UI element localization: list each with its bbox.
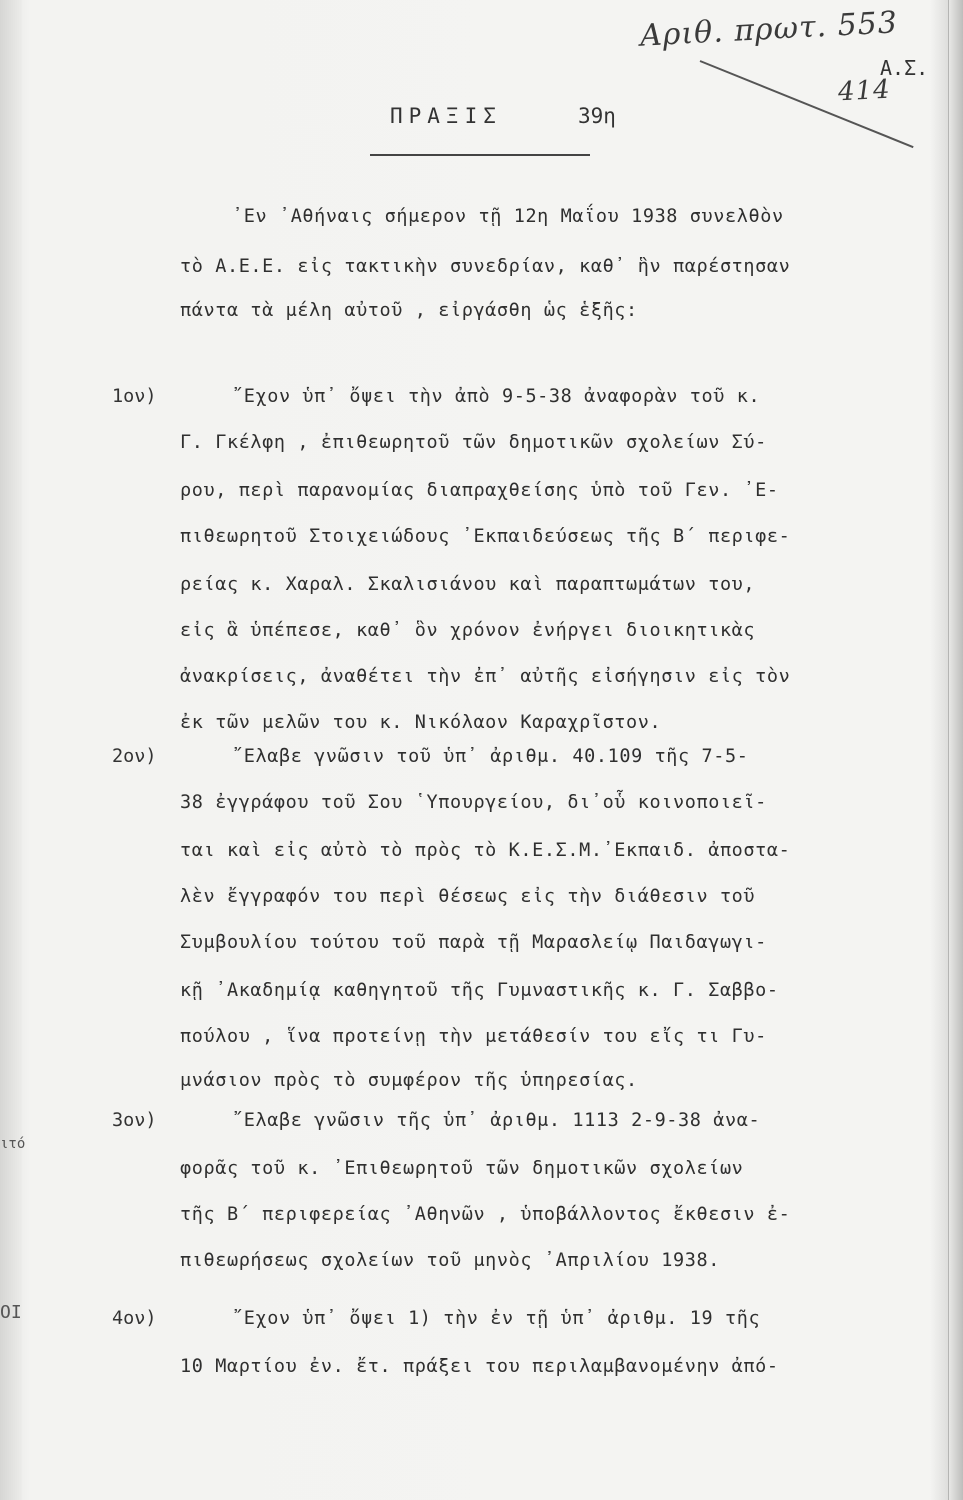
item-label: 4ον) [112,1308,157,1329]
item-line: ῎Ελαβε γνῶσιν τοῦ ὑπ᾿ ἀριθμ. 40.109 τῆς 7-5- [232,746,749,767]
document-title: ΠΡΑΞΙΣ [390,104,502,128]
binding-shadow [0,0,22,1500]
item-line: τῆς Β´ περιφερείας ᾿Αθηνῶν , ὑποβάλλοντος ἔκθεσιν ἐ- [180,1204,791,1225]
item-line: Συμβουλίου τούτου τοῦ παρὰ τῇ Μαρασλείῳ Παιδαγωγι- [180,932,767,953]
item-line: πιθεωρήσεως σχολείων τοῦ μηνὸς ᾿Απριλίου 1938. [180,1250,720,1271]
intro-line: τὸ Α.Ε.Ε. εἰς τακτικὴν συνεδρίαν, καθ᾿ ἣν παρέστησαν [180,256,791,277]
item-line: μνάσιον πρὸς τὸ συμφέρον τῆς ὑπηρεσίας. [180,1070,638,1091]
item-line: Γ. Γκέλφη , ἐπιθεωρητοῦ τῶν δημοτικῶν σχολείων Σύ- [180,432,767,453]
item-line: εἰς ἃ ὑπέπεσε, καθ᾿ ὃν χρόνον ἐνήργει διοικητικὰς [180,620,756,641]
intro-line: πάντα τὰ μέλη αὐτοῦ , εἰργάσθη ὡς ἑξῆς: [180,300,638,321]
signature-initials: Α.Σ. [880,56,929,80]
item-line: λὲν ἔγγραφόν του περὶ θέσεως εἰς τὴν διάθεσιν τοῦ [180,886,756,907]
item-line: ῎Εχον ὑπ᾿ ὄψει 1) τὴν ἐν τῇ ὑπ᾿ ἀριθμ. 19 τῆς [232,1308,761,1329]
item-line: ἀνακρίσεις, ἀναθέτει τὴν ἐπ᾿ αὐτῆς εἰσήγησιν εἰς τὸν [180,666,791,687]
page-edge [948,0,963,1500]
item-line: 10 Μαρτίου ἐν. ἔτ. πράξει του περιλαμβανομένην ἀπό- [180,1356,779,1377]
item-line: ται καὶ εἰς αὐτὸ τὸ πρὸς τὸ Κ.Ε.Σ.Μ.᾿Εκπαιδ. ἀποστα- [180,840,791,861]
item-label: 1ον) [112,386,157,407]
item-label: 2ον) [112,746,157,767]
item-line: πούλου , ἵνα προτείνῃ τὴν μετάθεσίν του εἴς τι Γυ- [180,1026,767,1047]
item-line: ρείας κ. Χαραλ. Σκαλισιάνου καὶ παραπτωμάτων του, [180,574,756,595]
handwritten-reference: Αριθ. πρωτ. 553 [639,5,899,54]
item-line: 38 ἐγγράφου τοῦ Σου ῾Υπουργείου, δι᾿οὗ κοινοποιεῖ- [180,792,767,813]
item-line: κῇ ᾿Ακαδημίᾳ καθηγητοῦ τῆς Γυμναστικῆς κ. Γ. Σαββο- [180,980,779,1001]
item-label: 3ον) [112,1110,157,1131]
title-underline [370,154,590,156]
act-number: 39η [578,104,616,128]
margin-fragment: ιτό [0,1136,26,1152]
item-line: πιθεωρητοῦ Στοιχειώδους ᾿Εκπαιδεύσεως τῆς Β´ περιφε- [180,526,791,547]
item-line: φορᾶς τοῦ κ. ᾿Επιθεωρητοῦ τῶν δημοτικῶν σχολείων [180,1158,744,1179]
margin-fragment: ΟΙ [0,1302,22,1323]
item-line: ἐκ τῶν μελῶν του κ. Νικόλαον Καραχρῖστον. [180,712,662,733]
item-line: ρου, περὶ παρανομίας διαπραχθείσης ὑπὸ τοῦ Γεν. ᾿Ε- [180,480,779,501]
page-number-handwritten: 414 [837,74,892,108]
item-line: ῎Ελαβε γνῶσιν τῆς ὑπ᾿ ἀριθμ. 1113 2-9-38 ἀνα- [232,1110,761,1131]
intro-line: ᾿Εν ᾿Αθήναις σήμερον τῇ 12η Μαΐου 1938 συνελθὸν [232,206,784,227]
item-line: ῎Εχον ὑπ᾿ ὄψει τὴν ἀπὸ 9-5-38 ἀναφορὰν τοῦ κ. [232,386,761,407]
